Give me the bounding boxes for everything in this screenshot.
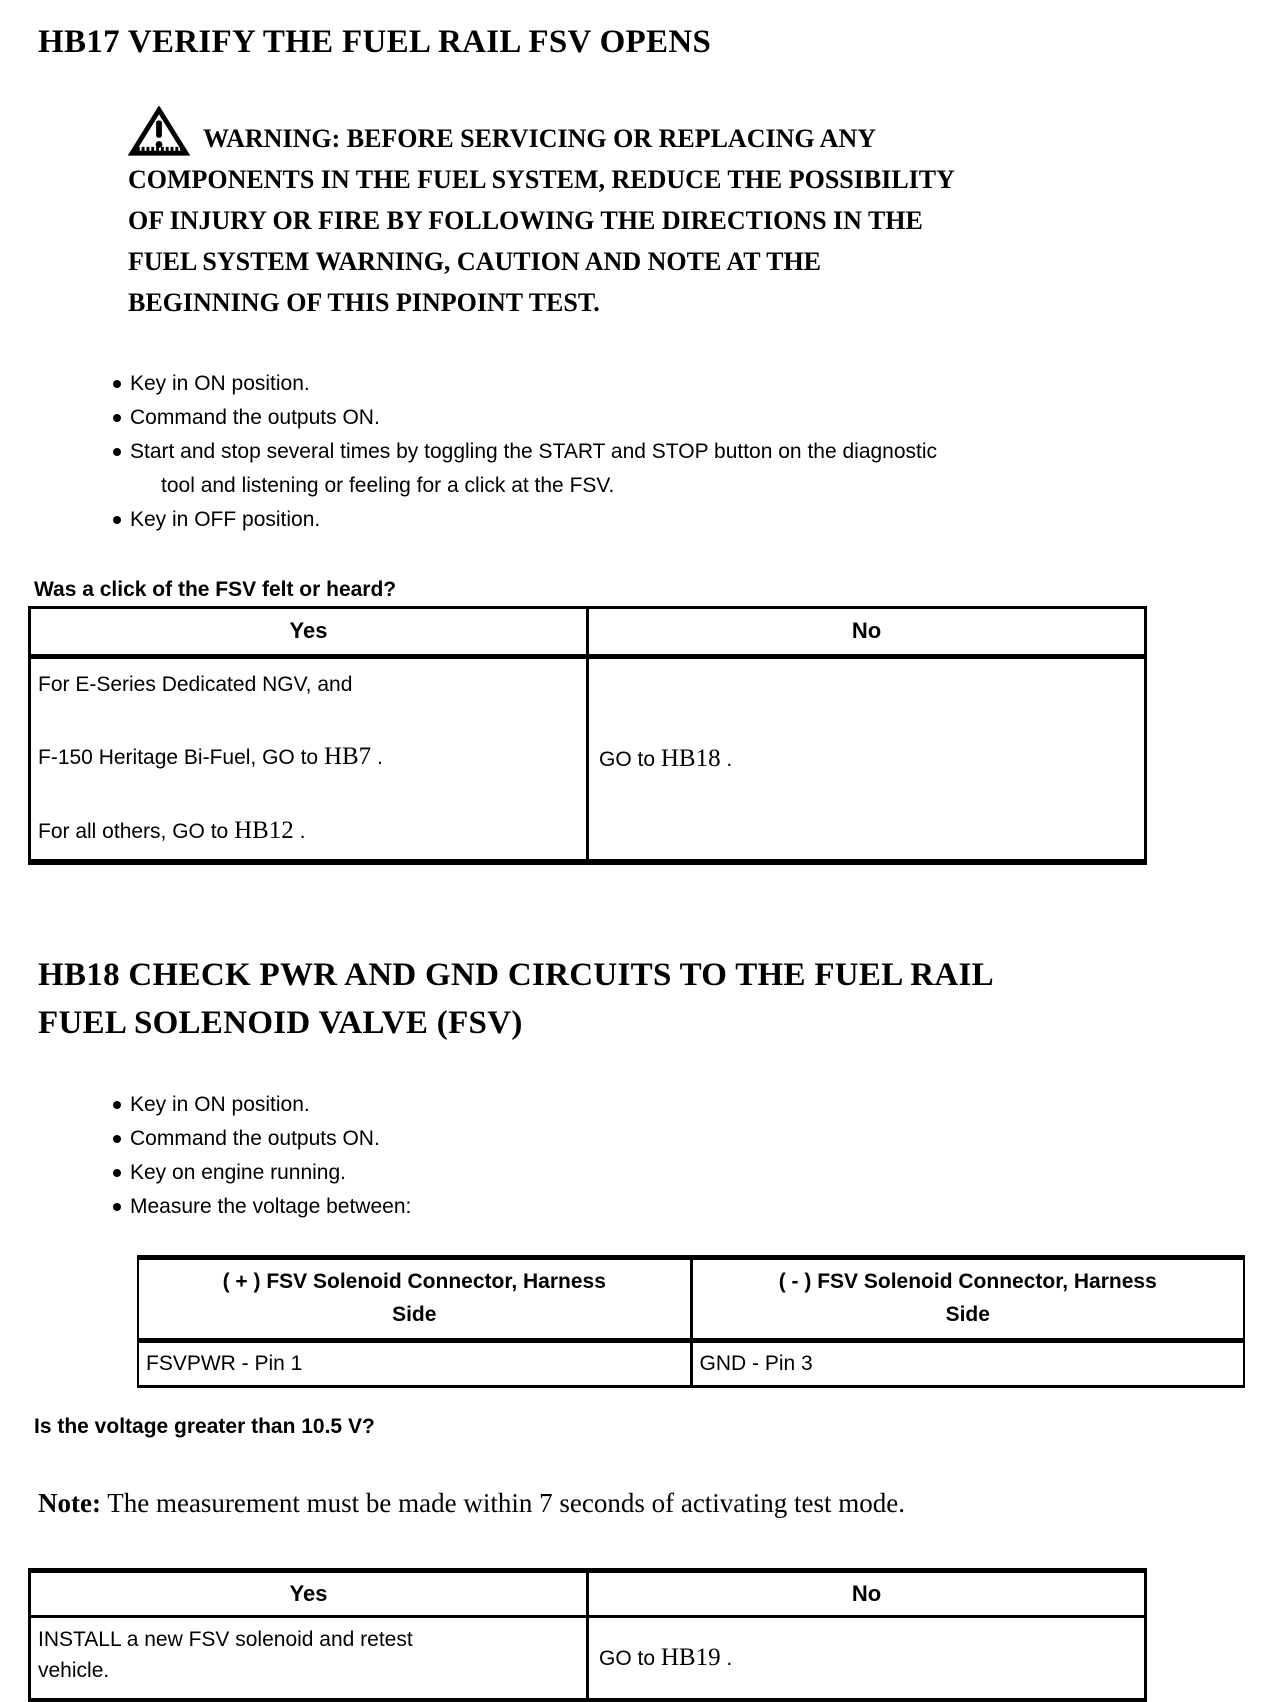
- warning-line: OF INJURY OR FIRE BY FOLLOWING THE DIRECTIONS IN THE: [128, 205, 923, 235]
- warning-line: COMPONENTS IN THE FUEL SYSTEM, REDUCE THE POSSIBILITY: [128, 164, 955, 194]
- cell-text: INSTALL a new FSV solenoid and retest: [38, 1627, 413, 1651]
- list-item-line: Start and stop several times by toggling the START and STOP button on the diagnostic: [130, 439, 938, 463]
- note-label: Note:: [38, 1487, 101, 1518]
- list-item-line: tool and listening or feeling for a click at the FSV.: [161, 473, 615, 497]
- cell-fsvpwr-pin: FSVPWR - Pin 1: [146, 1351, 303, 1375]
- result-table-hb18: [28, 1568, 1147, 1702]
- list-item: Measure the voltage between:: [112, 1190, 1250, 1224]
- list-item: Key in ON position.: [112, 367, 1250, 401]
- table-header-row: [138, 1257, 1244, 1340]
- warning-paragraph: [128, 106, 1220, 323]
- bullet-list-hb18: [112, 1088, 1250, 1224]
- link-hb18[interactable]: HB18: [660, 744, 721, 772]
- table-row: [30, 1616, 1146, 1701]
- cell-text-segment: .: [720, 747, 733, 771]
- warning-line: BEGINNING OF THIS PINPOINT TEST.: [128, 287, 600, 317]
- col-header-no: No: [588, 1570, 1146, 1616]
- table-header-row: [30, 607, 1146, 656]
- header-line: ( - ) FSV Solenoid Connector, Harness: [778, 1269, 1157, 1293]
- cell-text: For E-Series Dedicated NGV, and: [38, 672, 353, 696]
- list-item: [112, 435, 1250, 503]
- link-hb19[interactable]: HB19: [660, 1643, 721, 1671]
- measurement-table: [137, 1255, 1245, 1388]
- note-text: The measurement must be made within 7 seconds of activating test mode.: [100, 1487, 906, 1518]
- cell-yes-action: [30, 1616, 588, 1701]
- col-header-yes: Yes: [30, 607, 588, 656]
- list-item: Key on engine running.: [112, 1156, 1250, 1190]
- table-header-row: [30, 1570, 1146, 1616]
- col-header-positive: [138, 1257, 691, 1340]
- result-table-hb17: [28, 606, 1147, 865]
- question-hb18: Is the voltage greater than 10.5 V?: [34, 1414, 375, 1438]
- link-hb12[interactable]: HB12: [234, 816, 294, 844]
- header-line: Side: [945, 1302, 990, 1326]
- cell-text-segment: For all others, GO to: [38, 819, 235, 843]
- table-row: [138, 1340, 1244, 1386]
- cell-no-action: [588, 656, 1146, 862]
- col-header-no: No: [588, 607, 1146, 656]
- cell-text-segment: .: [293, 819, 306, 843]
- table-row: [30, 656, 1146, 862]
- link-hb7[interactable]: HB7: [323, 742, 372, 770]
- heading-line: HB18 CHECK PWR AND GND CIRCUITS TO THE FUEL RAIL: [38, 956, 994, 993]
- bullet-list-hb17: [112, 367, 1250, 537]
- heading-hb18: [38, 951, 1250, 1047]
- col-header-yes: Yes: [30, 1570, 588, 1616]
- heading-line: FUEL SOLENOID VALVE (FSV): [38, 1004, 523, 1041]
- question-hb17: Was a click of the FSV felt or heard?: [34, 577, 397, 601]
- note-paragraph: [38, 1486, 1250, 1520]
- list-item: Key in OFF position.: [112, 503, 1250, 537]
- warning-line: WARNING: BEFORE SERVICING OR REPLACING ANY: [203, 123, 876, 153]
- list-item: Command the outputs ON.: [112, 401, 1250, 435]
- list-item: Key in ON position.: [112, 1088, 1250, 1122]
- cell-text-segment: .: [371, 745, 383, 769]
- cell-no-action: [588, 1616, 1146, 1701]
- cell-text: vehicle.: [38, 1658, 110, 1682]
- heading-hb17: HB17 VERIFY THE FUEL RAIL FSV OPENS: [38, 24, 712, 60]
- warning-triangle-icon: [128, 106, 190, 158]
- cell-yes-action: [30, 656, 588, 862]
- header-line: ( + ) FSV Solenoid Connector, Harness: [222, 1269, 606, 1293]
- cell-text-segment: GO to: [599, 747, 661, 771]
- header-line: Side: [392, 1302, 437, 1326]
- cell-text-segment: F-150 Heritage Bi-Fuel, GO to: [38, 745, 324, 769]
- list-item: Command the outputs ON.: [112, 1122, 1250, 1156]
- cell-gnd-pin: GND - Pin 3: [691, 1340, 1244, 1386]
- cell-text: [38, 817, 578, 845]
- cell-text: [38, 743, 578, 771]
- col-header-negative: [691, 1257, 1244, 1340]
- cell-text-segment: GO to: [599, 1646, 661, 1670]
- warning-line: FUEL SYSTEM WARNING, CAUTION AND NOTE AT THE: [128, 246, 822, 276]
- cell-text-segment: .: [720, 1646, 733, 1670]
